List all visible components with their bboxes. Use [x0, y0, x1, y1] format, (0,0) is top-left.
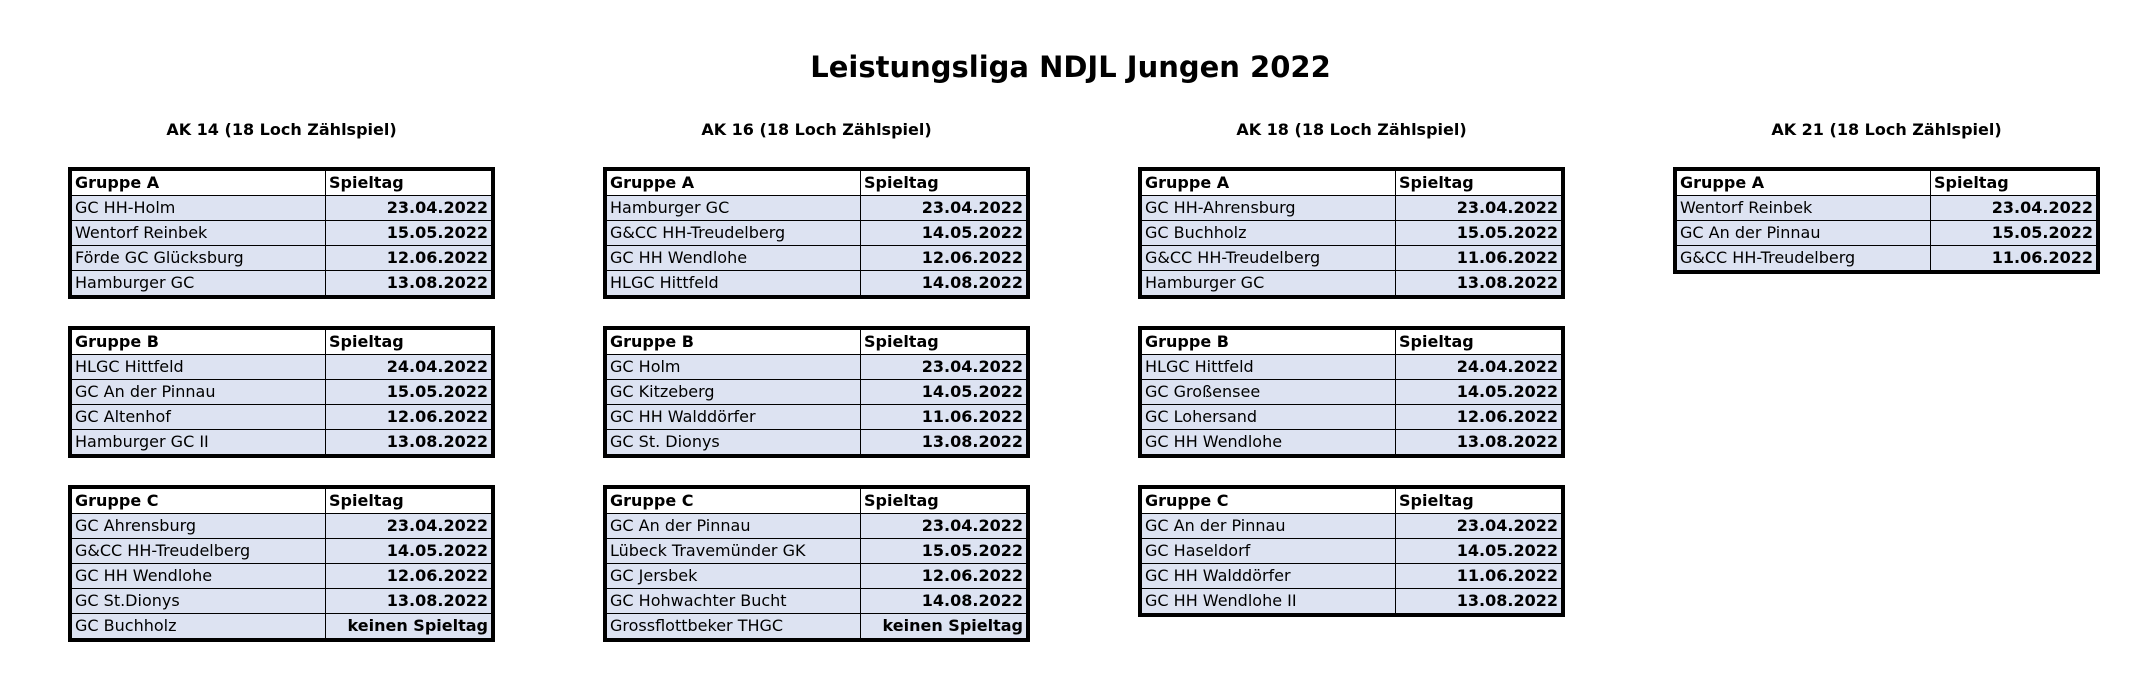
club-cell: GC HH Wendlohe II: [1142, 589, 1396, 614]
date-cell: 23.04.2022: [326, 514, 492, 539]
date-cell: 23.04.2022: [861, 196, 1027, 221]
club-cell: HLGC Hittfeld: [72, 355, 326, 380]
date-cell: 23.04.2022: [1931, 196, 2097, 221]
table-row: [1142, 405, 1562, 430]
table-row: [1142, 514, 1562, 539]
table-header-row: [1142, 171, 1562, 196]
table-row: [1142, 380, 1562, 405]
date-cell: 12.06.2022: [326, 246, 492, 271]
date-cell: 13.08.2022: [326, 430, 492, 455]
group-table: [1138, 485, 1565, 617]
spieltag-header: Spieltag: [326, 489, 492, 514]
table-row: [1142, 539, 1562, 564]
table-row: [607, 221, 1027, 246]
group-table: [68, 167, 495, 299]
club-cell: Hamburger GC: [72, 271, 326, 296]
table-row: [1142, 355, 1562, 380]
table-row: [607, 355, 1027, 380]
date-cell: 11.06.2022: [1931, 246, 2097, 271]
spieltag-header: Spieltag: [1931, 171, 2097, 196]
table-row: [607, 405, 1027, 430]
club-cell: GC Buchholz: [72, 614, 326, 639]
date-cell: 13.08.2022: [326, 589, 492, 614]
date-cell: 14.05.2022: [861, 221, 1027, 246]
date-cell: 12.06.2022: [1396, 405, 1562, 430]
group-name: Gruppe C: [607, 489, 861, 514]
club-cell: Förde GC Glücksburg: [72, 246, 326, 271]
table-row: [72, 564, 492, 589]
club-cell: GC Großensee: [1142, 380, 1396, 405]
table-row: [1677, 221, 2097, 246]
club-cell: GC Ahrensburg: [72, 514, 326, 539]
club-cell: GC An der Pinnau: [607, 514, 861, 539]
table-row: [72, 196, 492, 221]
date-cell: 23.04.2022: [1396, 514, 1562, 539]
group-table: [603, 167, 1030, 299]
group-name: Gruppe A: [1677, 171, 1931, 196]
club-cell: Wentorf Reinbek: [72, 221, 326, 246]
date-cell: 12.06.2022: [326, 405, 492, 430]
table-row: [72, 614, 492, 639]
club-cell: GC Holm: [607, 355, 861, 380]
table-row: [1142, 246, 1562, 271]
table-row: [1677, 196, 2097, 221]
table-row: [607, 564, 1027, 589]
date-cell: 15.05.2022: [1931, 221, 2097, 246]
table-row: [607, 246, 1027, 271]
table-header-row: [72, 489, 492, 514]
spieltag-header: Spieltag: [1396, 489, 1562, 514]
table-row: [1142, 196, 1562, 221]
spieltag-header: Spieltag: [326, 330, 492, 355]
table-row: [607, 589, 1027, 614]
table-row: [607, 380, 1027, 405]
date-cell: 15.05.2022: [861, 539, 1027, 564]
club-cell: G&CC HH-Treudelberg: [607, 221, 861, 246]
date-cell: 13.08.2022: [1396, 589, 1562, 614]
group-name: Gruppe B: [607, 330, 861, 355]
spieltag-header: Spieltag: [861, 330, 1027, 355]
age-class-column: [603, 119, 1030, 642]
table-row: [72, 589, 492, 614]
table-header-row: [1142, 489, 1562, 514]
page-title: Leistungsliga NDJL Jungen 2022: [810, 50, 1331, 84]
club-cell: GC Buchholz: [1142, 221, 1396, 246]
table-row: [607, 539, 1027, 564]
club-cell: Wentorf Reinbek: [1677, 196, 1931, 221]
group-table: [1673, 167, 2100, 274]
group-table: [68, 326, 495, 458]
club-cell: Lübeck Travemünder GK: [607, 539, 861, 564]
club-cell: GC Hohwachter Bucht: [607, 589, 861, 614]
table-row: [1677, 246, 2097, 271]
club-cell: GC HH-Holm: [72, 196, 326, 221]
table-row: [72, 380, 492, 405]
table-header-row: [1677, 171, 2097, 196]
club-cell: GC An der Pinnau: [1142, 514, 1396, 539]
table-header-row: [607, 489, 1027, 514]
age-class-column: [1138, 119, 1565, 617]
age-class-column: [68, 119, 495, 642]
table-header-row: [607, 171, 1027, 196]
date-cell: 14.08.2022: [861, 589, 1027, 614]
date-cell: 13.08.2022: [1396, 430, 1562, 455]
date-cell: 23.04.2022: [326, 196, 492, 221]
club-cell: GC HH Wendlohe: [72, 564, 326, 589]
club-cell: GC HH Wendlohe: [1142, 430, 1396, 455]
group-name: Gruppe B: [72, 330, 326, 355]
table-row: [72, 246, 492, 271]
club-cell: GC St. Dionys: [607, 430, 861, 455]
club-cell: GC An der Pinnau: [72, 380, 326, 405]
date-cell: 12.06.2022: [861, 246, 1027, 271]
date-cell: 14.05.2022: [861, 380, 1027, 405]
date-cell: 12.06.2022: [861, 564, 1027, 589]
table-header-row: [72, 330, 492, 355]
date-cell: 15.05.2022: [326, 380, 492, 405]
club-cell: GC HH Walddörfer: [607, 405, 861, 430]
group-table: [1138, 167, 1565, 299]
date-cell: 24.04.2022: [326, 355, 492, 380]
table-row: [72, 405, 492, 430]
club-cell: Grossflottbeker THGC: [607, 614, 861, 639]
table-row: [72, 355, 492, 380]
age-class-title: AK 16 (18 Loch Zählspiel): [701, 120, 932, 139]
date-cell: 14.08.2022: [861, 271, 1027, 296]
group-name: Gruppe A: [1142, 171, 1396, 196]
age-class-title: AK 18 (18 Loch Zählspiel): [1236, 120, 1467, 139]
date-cell: 11.06.2022: [1396, 564, 1562, 589]
club-cell: G&CC HH-Treudelberg: [1677, 246, 1931, 271]
group-name: Gruppe C: [72, 489, 326, 514]
club-cell: Hamburger GC II: [72, 430, 326, 455]
club-cell: GC Jersbek: [607, 564, 861, 589]
club-cell: HLGC Hittfeld: [607, 271, 861, 296]
club-cell: GC An der Pinnau: [1677, 221, 1931, 246]
table-row: [607, 430, 1027, 455]
table-row: [1142, 221, 1562, 246]
club-cell: G&CC HH-Treudelberg: [72, 539, 326, 564]
club-cell: GC Lohersand: [1142, 405, 1396, 430]
spieltag-header: Spieltag: [326, 171, 492, 196]
table-row: [607, 271, 1027, 296]
group-table: [603, 326, 1030, 458]
date-cell: 13.08.2022: [326, 271, 492, 296]
table-row: [72, 539, 492, 564]
age-class-column: [1673, 119, 2100, 274]
date-cell: 13.08.2022: [861, 430, 1027, 455]
table-header-row: [1142, 330, 1562, 355]
spieltag-header: Spieltag: [1396, 330, 1562, 355]
table-header-row: [607, 330, 1027, 355]
age-class-title: AK 21 (18 Loch Zählspiel): [1771, 120, 2002, 139]
table-row: [1142, 589, 1562, 614]
group-table: [68, 485, 495, 642]
date-cell: 14.05.2022: [326, 539, 492, 564]
spieltag-header: Spieltag: [1396, 171, 1562, 196]
table-row: [72, 514, 492, 539]
group-table: [603, 485, 1030, 642]
table-row: [607, 514, 1027, 539]
club-cell: GC HH Wendlohe: [607, 246, 861, 271]
date-cell: 13.08.2022: [1396, 271, 1562, 296]
club-cell: GC Altenhof: [72, 405, 326, 430]
table-header-row: [72, 171, 492, 196]
date-cell: 24.04.2022: [1396, 355, 1562, 380]
table-row: [607, 196, 1027, 221]
club-cell: HLGC Hittfeld: [1142, 355, 1396, 380]
club-cell: GC St.Dionys: [72, 589, 326, 614]
table-row: [1142, 430, 1562, 455]
date-cell: 11.06.2022: [861, 405, 1027, 430]
table-row: [72, 221, 492, 246]
date-cell: 14.05.2022: [1396, 380, 1562, 405]
age-class-title: AK 14 (18 Loch Zählspiel): [166, 120, 397, 139]
group-name: Gruppe A: [72, 171, 326, 196]
date-cell: 23.04.2022: [861, 514, 1027, 539]
spieltag-header: Spieltag: [861, 171, 1027, 196]
group-name: Gruppe A: [607, 171, 861, 196]
club-cell: G&CC HH-Treudelberg: [1142, 246, 1396, 271]
table-row: [72, 271, 492, 296]
date-cell: keinen Spieltag: [326, 614, 492, 639]
club-cell: Hamburger GC: [607, 196, 861, 221]
date-cell: 15.05.2022: [1396, 221, 1562, 246]
club-cell: GC Haseldorf: [1142, 539, 1396, 564]
date-cell: 23.04.2022: [861, 355, 1027, 380]
club-cell: GC Kitzeberg: [607, 380, 861, 405]
group-name: Gruppe B: [1142, 330, 1396, 355]
table-row: [607, 614, 1027, 639]
date-cell: 23.04.2022: [1396, 196, 1562, 221]
date-cell: 15.05.2022: [326, 221, 492, 246]
table-row: [1142, 271, 1562, 296]
group-table: [1138, 326, 1565, 458]
spieltag-header: Spieltag: [861, 489, 1027, 514]
group-name: Gruppe C: [1142, 489, 1396, 514]
club-cell: GC HH-Ahrensburg: [1142, 196, 1396, 221]
table-row: [1142, 564, 1562, 589]
date-cell: 14.05.2022: [1396, 539, 1562, 564]
club-cell: Hamburger GC: [1142, 271, 1396, 296]
date-cell: keinen Spieltag: [861, 614, 1027, 639]
date-cell: 11.06.2022: [1396, 246, 1562, 271]
date-cell: 12.06.2022: [326, 564, 492, 589]
table-row: [72, 430, 492, 455]
club-cell: GC HH Walddörfer: [1142, 564, 1396, 589]
